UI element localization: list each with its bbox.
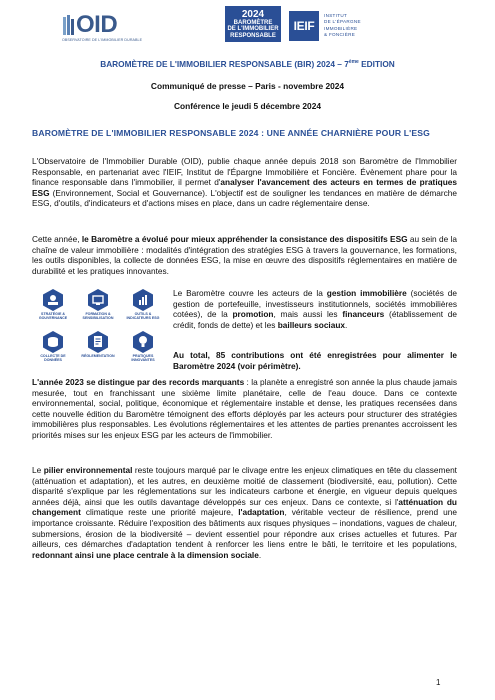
p5-text-a: Le — [32, 465, 44, 475]
header-logos — [0, 10, 495, 46]
barometer-themes-grid — [32, 288, 164, 372]
badge-line-2: DE L'IMMOBILIER — [227, 26, 279, 33]
governance-icon — [42, 288, 64, 312]
theme-cell — [122, 288, 164, 328]
p3-text-a: Le Baromètre couvre les acteurs de la — [173, 288, 327, 298]
p5-text-g: , véritable vecteur de résilience, prend une importance croissante. Réduire l'exposition des bâtiments aux risques physiques – inondations, vagues de chaleur, submersions, érosion de la biodiversité – devient essentiel pour répondre aux crises actuelles et futures. Par ailleurs, ces démarches d'adaptation tendent à renforcer les liens entre le bâti, le territoire et les populations, — [32, 507, 457, 550]
ieif-logo-text: IEIF — [289, 11, 319, 41]
theme-cell — [77, 330, 119, 370]
p2-text-a: Cette année, — [32, 234, 82, 244]
badge-line-1: BAROMÈTRE — [233, 20, 273, 26]
contributions-bold: Au total, 85 contributions ont été enregistrées pour alimenter le Baromètre 2024 (voir périmètre). — [173, 350, 457, 371]
p5-text-e: climatique reste une priorité majeure, — [80, 507, 239, 518]
oid-tagline: OBSERVATOIRE DE L'IMMOBILIER DURABLE — [62, 38, 143, 42]
ieif-line-3: IMMOBILIÈRE — [324, 25, 358, 31]
p2-text-c: au sein de la chaîne de valeur immobilière : modalités d'intégration des stratégies ESG à travers la gouvernance, les formations, les outils disponibles, la collecte de données ESG, la mise en œuvre des dispositifs réglementaires en matière de durabilité et les pratiques innovantes. — [32, 234, 458, 276]
p4-bold: L'année 2023 se distingue par des records marquants — [32, 377, 245, 387]
paragraph-scope — [173, 288, 457, 330]
p3-text-g: (établissement de crédit, fonds de dette) et les — [173, 309, 457, 330]
paragraph-evolution — [32, 234, 457, 276]
p2-bold: le Baromètre a évolué pour mieux appréhender la consistance des dispositifs ESG — [81, 234, 408, 244]
barometer-badge — [225, 6, 281, 42]
data-icon — [42, 330, 64, 354]
title-sup: ème — [348, 59, 359, 66]
training-icon — [87, 288, 109, 312]
ieif-tagline — [324, 13, 361, 39]
paragraph-records-2023 — [32, 377, 457, 441]
oid-logo-text: OID — [76, 11, 118, 38]
theme-label: RÉGLEMENTATION — [81, 354, 115, 358]
title-tail: EDITION — [358, 59, 395, 69]
regulation-icon — [87, 330, 109, 354]
paragraph-contributions — [173, 350, 457, 371]
theme-label: COLLECTE DE DONNÉES — [40, 354, 66, 363]
oid-logo — [62, 10, 143, 46]
p1-bold: analyser l'avancement des acteurs en termes de pratiques ESG — [32, 177, 457, 198]
p5-bold-f: l'adaptation — [238, 507, 285, 518]
p3-bold-d: promotion — [232, 309, 274, 320]
section-title: BAROMÈTRE DE L'IMMOBILIER RESPONSABLE 2024 : UNE ANNÉE CHARNIÈRE POUR L'ESG — [32, 128, 430, 138]
paragraph-intro — [32, 156, 457, 209]
ieif-line-2: DE L'ÉPARGNE — [324, 19, 361, 25]
press-release-line: Communiqué de presse – Paris - novembre 2024 — [150, 81, 345, 91]
theme-cell — [122, 330, 164, 370]
innovation-icon — [132, 330, 154, 354]
p5-text-i: . — [258, 549, 262, 560]
p5-text-c: reste toujours marqué par le clivage entre les enjeux climatiques en tête du classement (atténuation et adaptation), et les autres, en deuxième moitié de classement (biodiversité, eau, pollution). Cette disparité s'explique par les réglementations sur les indicateurs carbone et énergie, en vigueur depuis quelques années déjà, ainsi que les outils davantage développés sur ces enjeux. Dans ce contexte, si l' — [32, 465, 457, 507]
p5-bold-d: atténuation du changement — [32, 496, 457, 518]
p4-text-b: : la planète a enregistré son année la plus chaude jamais mesurée, tout en franchissant une sixième limite planétaire, celle de l'eau douce. Dans ce contexte environnemental, social, politique, économique et réglementaire instable et dense, les pratiques recensées dans cette nouvelle édition du Baromètre témoignent des efforts déployés par les acteurs pour structurer des stratégies immobilières plus responsables. Les évolutions réglementaires et les attentes de parties prenantes accroissent les priorités mises sur les enjeux ESG par les acteurs de l'immobilier. — [32, 377, 457, 440]
p3-text-e: , mais aussi les — [273, 309, 343, 320]
document-title — [0, 59, 495, 69]
theme-cell — [77, 288, 119, 328]
p3-text-i: . — [345, 319, 348, 330]
title-main: BAROMÈTRE DE L'IMMOBILIER RESPONSABLE (BIR) 2024 – 7 — [100, 59, 349, 69]
ieif-logo — [289, 11, 429, 41]
badge-year: 2024 — [241, 9, 265, 20]
theme-label: OUTILS & INDICATEURS ESG — [126, 312, 160, 321]
p5-bold-h: redonnant ainsi une place centrale à la dimension sociale — [32, 549, 259, 560]
p3-bold-f: financeurs — [342, 309, 385, 320]
ieif-line-4: & FONCIÈRE — [324, 32, 356, 38]
p3-text-c: (sociétés de gestion de portefeuille, investisseurs institutionnels, sociétés immobilières cotées), de la — [173, 288, 457, 320]
p3-bold-b: gestion immobilière — [326, 288, 407, 298]
p3-bold-h: bailleurs sociaux — [277, 319, 346, 330]
badge-line-3: RESPONSABLE — [230, 32, 276, 39]
theme-cell — [32, 330, 74, 370]
p1-text-a: L'Observatoire de l'Immobilier Durable (OID), publie chaque année depuis 2018 son Baromètre de l'Immobilier Responsable, en partenariat avec l'IEIF, Institut de l'Épargne Immobilière et Foncière. Évènement phare pour la finance responsable dans l'immobilier, il permet d' — [32, 156, 457, 188]
page-number: 1 — [436, 678, 441, 687]
theme-label: STRATÉGIE & GOUVERNANCE — [38, 312, 68, 321]
conference-line: Conférence le jeudi 5 décembre 2024 — [173, 101, 322, 111]
theme-cell — [32, 288, 74, 328]
theme-label: FORMATION & SENSIBILISATION — [82, 312, 114, 321]
paragraph-environmental-pillar — [32, 465, 457, 560]
p1-text-c: (Environnement, Social et Gouvernance). L'objectif est de souligner les tendances en matière de démarche ESG, d'outils, d'indicateurs et d'actions mises en place, dans un cadre réglementaire dense. — [32, 187, 457, 209]
p5-bold-b: pilier environnemental — [43, 465, 133, 475]
tools-icon — [132, 288, 154, 312]
ieif-line-1: INSTITUT — [324, 13, 348, 18]
theme-label: PRATIQUES INNOVANTES — [131, 354, 155, 363]
